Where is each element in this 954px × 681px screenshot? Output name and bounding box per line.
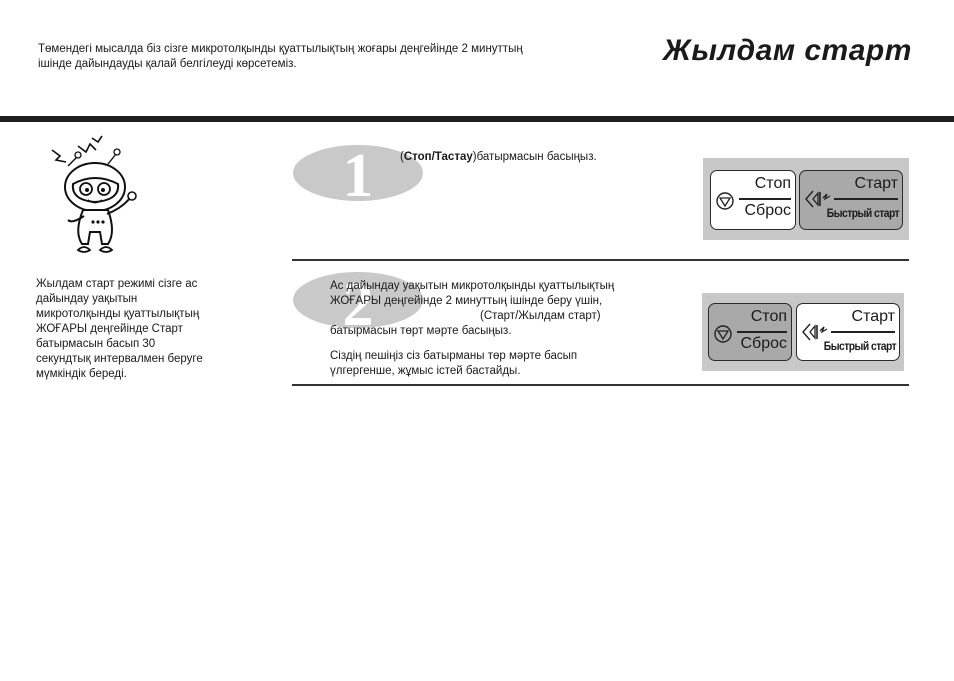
page-title: Жылдам старт xyxy=(663,34,912,67)
reset-label: Сброс xyxy=(744,202,791,219)
start-label: Старт xyxy=(851,308,895,325)
button-divider xyxy=(737,331,787,333)
stop-reset-button[interactable] xyxy=(710,170,796,230)
step-1-instruction: (Стоп/Тастау)батырмасын басыңыз. xyxy=(400,151,597,163)
reset-label: Сброс xyxy=(740,335,787,352)
stop-reset-button[interactable] xyxy=(708,303,792,361)
intro-line-2: ішінде дайындауды қалай белгілеуді көрсетеміз. xyxy=(38,58,297,70)
start-label: Старт xyxy=(854,175,898,192)
side-note-line: батырмасын басып 30 xyxy=(36,338,156,350)
step-2-digit: 2 xyxy=(342,271,374,329)
step-2-instruction xyxy=(330,279,670,379)
quick-start-description xyxy=(36,277,236,382)
start-quick-start-button[interactable] xyxy=(799,170,903,230)
intro-text xyxy=(38,42,598,72)
quick-start-label: Быстрый старт xyxy=(826,206,899,220)
step-1-text: батырмасын басыңыз. xyxy=(476,151,597,163)
stop-icon xyxy=(713,324,733,344)
step-1-button-name: Стоп/Тастау xyxy=(403,151,473,163)
quick-start-label: Быстрый старт xyxy=(823,339,896,353)
header-divider xyxy=(0,116,954,122)
start-quick-start-button[interactable] xyxy=(796,303,900,361)
step-1-digit: 1 xyxy=(342,144,374,202)
step-2-line: батырмасын төрт мәрте басыңыз. xyxy=(330,325,512,337)
step-2-line: Сіздің пешіңіз сіз батырманы төр мәрте басып xyxy=(330,350,578,362)
stop-icon xyxy=(715,191,735,211)
side-note-line: микротолқынды қуаттылықтың xyxy=(36,308,200,320)
side-note-line: ЖОҒАРЫ деңгейінде Старт xyxy=(36,323,183,335)
stop-label: Стоп xyxy=(754,175,791,192)
step-2-line: ЖОҒАРЫ деңгейінде 2 минуттың ішінде беру үшін, xyxy=(330,295,603,307)
button-divider xyxy=(739,198,791,200)
stop-label: Стоп xyxy=(750,308,787,325)
step-2-button-name: (Старт/Жылдам старт) xyxy=(480,310,601,322)
step-2-line: үлгергенше, жұмыс істей бастайды. xyxy=(330,365,521,377)
mascot-illustration xyxy=(38,132,153,264)
button-divider xyxy=(831,331,895,333)
control-panel-step-2 xyxy=(702,293,904,371)
side-note-line: мүмкіндік береді. xyxy=(36,368,127,380)
control-panel-step-1 xyxy=(703,158,909,240)
button-divider xyxy=(834,198,898,200)
side-note-line: дайындау уақытын xyxy=(36,293,138,305)
step-divider xyxy=(292,384,909,386)
intro-line-1: Төмендегі мысалда біз сізге микротолқынды қуаттылықтың жоғары деңгейінде 2 минуттың xyxy=(38,43,523,55)
step-2-line: Ас дайындау уақытын микротолқынды қуаттылықтың xyxy=(330,280,615,292)
side-note-line: Жылдам старт режимі сізге ас xyxy=(36,278,198,290)
step-divider xyxy=(292,259,909,261)
side-note-line: секундтық интервалмен беруге xyxy=(36,353,203,365)
